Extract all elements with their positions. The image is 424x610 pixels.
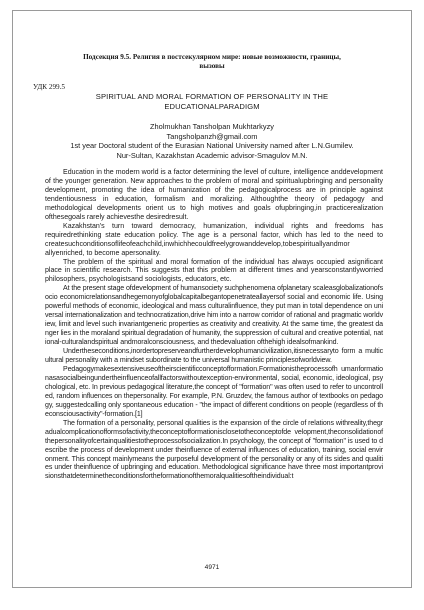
page-number: 4971 [204,564,220,571]
author-email: Tangsholpanzh@gmail.com [166,131,258,141]
author-city-advisor: Nur-Sultan, Kazakhstan Academic advisor-Smagulov M.N. [116,150,308,160]
document-page [12,10,412,588]
paragraph: Education in the modern world is a factor determining the level of culture, intelligence anddevelopment of the younger generation. New approaches to the problem of moral and spiritualupbringing and personality development, promoting the idea of humanization of the pedagogicalprocess are in principle against tendentiousness in education, formalism and moralizing. Althoughthe theory of pedagogy and methodological developments orient us to high motives and goals ofupbringing,in practicerealization ofthesegoals rarely achievesthe desiredresult. [45,169,383,221]
paper-title [13,92,411,112]
paragraph: Pedagogymakesextensiveuseoftheirscientificconceptofformation.Formationistheprocessofh umanformationasasocialbeingundertheinfluenceofallfactorswithoutexception-environmental, social, economic, ideological, psychological, etc. In previous pedagogical literature,the concept of "formation" was often used to refer to uncontrolled, random influences on thepersonality. For example, P.N. Gruzdev, the famous author of textbooks on pedagogy, suggestedcalling only spontaneous education - "the impact of different conditions on people (regardless of theconsciousactivity"-formation.[1] [45,365,383,418]
title-line: EDUCATIONALPARADIGM [164,102,260,111]
udk-code: УДК 299.5 [33,83,66,91]
paragraph: Kazakhstan's turn toward democracy, humanization, individual rights and freedoms has requiredrethinking state education policy. The age is a personal factor, which has led to the need to createsuchconditionsoflifeofeachchild,inwhichhecouldfreelygrowanddevelop,tobespirituallyandmor allyenriched, to become apersonality. [45,222,383,257]
author-name: Zholmukhan Tansholpan Mukhtarkyzy [150,122,274,131]
paragraph: Undertheseconditions,inordertopreserveandfurtherdevelophumancivilization,itisnecessaryto form a multicultural personality with a mindset subordinate to the universal humanistic principlesofworldview. [45,348,383,365]
author-block [13,122,411,160]
section-header [13,53,411,71]
paragraph: The problem of the spiritual and moral formation of the individual has always occupied asignificant place in scientific research. This suggests that this problem at different times and yearsconstantlyworried philosophers, psychologistsand sociologists, educators, etc. [45,258,383,284]
section-header-line: вызовы [199,62,225,70]
body-text [45,169,383,482]
author-affiliation: 1st year Doctoral student of the Eurasian National University named after L.N.Gumilev. [70,141,354,151]
title-line: SPIRITUAL AND MORAL FORMATION OF PERSONALITY IN THE [95,92,329,101]
paragraph: The formation of a personality, personal qualities is the expansion of the circle of relations withreality,thegradualcomplicationofformsofactivity,theconceptofformationisclosetotheconceptofde velopment,theconsolidationofthepersonalityofcertainqualitiestotheprocessofsocialization.In psychology, the concept of "formation" is used to describe the process of development under theinfluence of external influences of education, training, social environment. This concept mainlymeans the purposeful development of the personality or any of its sides and qualities under theinfluence of upbringing and education. Methodological significance have three most importantprovisionsthatdeterminetheconditionsfortheformationofthemoralqualitiesoftheindividual:t [45,419,383,481]
section-header-line: Подсекция 9.5. Религия в постсекулярном мире: новые возможности, границы, [83,53,341,61]
paragraph: At the present stage ofdevelopment of humansociety suchphenomena ofplanetary scaleasglobalizationofsocio economicrelationsandhegemonyofglobalcapitalbegantopenetrateallayersof social and economic life. Using powerful methods of economic, ideological and mass culturalinfluence, they put man in total dependence on universal internationalization and technocratization,drive him into a narrow corridor of rational and pragmatic worldview, limit and level such invariantgeneric properties as creativity and creativity. At the same time, the greatest danger lies in the moraland spiritual degradation of humanity, the suppression of cultural and creative potential, national-culturalandspiritual andmoralconsciousness, and thedevaluation ofthehigh idealsofmankind. [45,285,383,347]
